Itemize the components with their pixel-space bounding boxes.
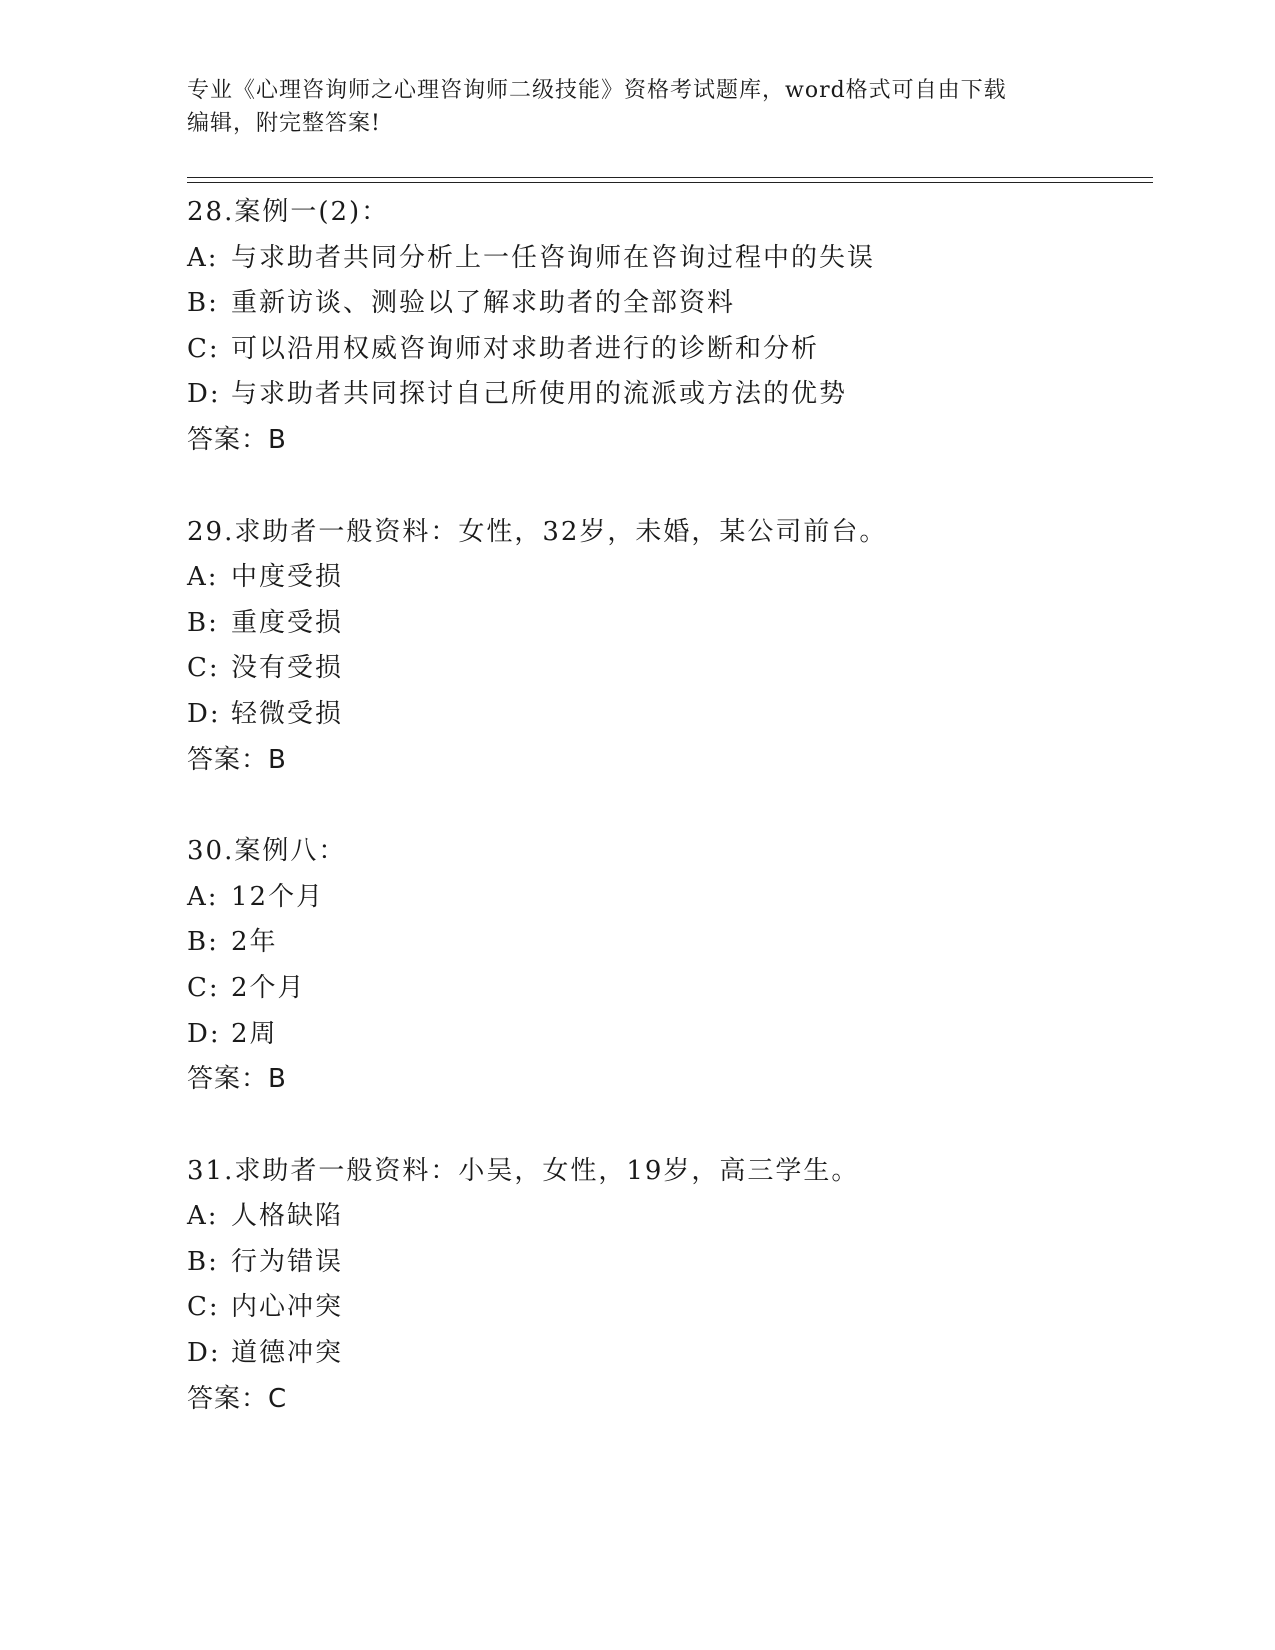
option-key: B: [187,1246,219,1277]
document-header [187,74,1087,140]
header-line-1: 专业《心理咨询师之心理咨询师二级技能》资格考试题库，word格式可自由下载 [187,78,1007,103]
question-28 [187,190,1167,464]
option-b [187,281,1167,327]
question-29 [187,510,1167,784]
question-title: 30.案例八： [187,836,347,867]
option-key: A: [187,881,219,912]
option-d [187,372,1167,418]
option-text: 可以沿用权威咨询师对求助者进行的诊断和分析 [231,333,820,364]
option-text: 道德冲突 [231,1338,344,1369]
question-list [187,190,1167,1468]
question-title: 31.求助者一般资料：小吴，女性，19岁，高三学生。 [187,1155,860,1186]
option-d [187,692,1167,738]
option-key: B: [187,927,219,958]
question-31 [187,1149,1167,1423]
option-text: 2周 [231,1018,278,1049]
option-a [187,875,1167,921]
option-key: A: [187,242,219,273]
option-text: 中度受损 [231,562,344,593]
option-c [187,646,1167,692]
question-title: 29.求助者一般资料：女性，32岁，未婚，某公司前台。 [187,516,888,547]
answer-line: 答案：C [187,1383,288,1414]
option-text: 没有受损 [231,653,344,684]
option-d [187,1331,1167,1377]
option-text: 2年 [231,927,278,958]
header-line-2: 编辑，附完整答案! [187,111,381,136]
option-key: A: [187,562,219,593]
option-b [187,920,1167,966]
option-c [187,966,1167,1012]
option-text: 行为错误 [231,1246,344,1277]
answer-line: 答案：B [187,424,287,455]
option-d [187,1012,1167,1058]
option-key: C: [187,972,220,1003]
option-b [187,1240,1167,1286]
option-a [187,236,1167,282]
question-30 [187,829,1167,1103]
option-text: 人格缺陷 [231,1201,344,1232]
option-key: D: [187,379,221,410]
answer-line: 答案：B [187,744,287,775]
option-text: 轻微受损 [231,698,344,729]
option-key: D: [187,1018,221,1049]
option-c [187,1285,1167,1331]
header-divider-top [187,177,1153,178]
option-key: A: [187,1201,219,1232]
option-c [187,327,1167,373]
option-key: D: [187,698,221,729]
option-key: C: [187,333,220,364]
question-title: 28.案例一(2)： [187,197,390,227]
option-b [187,601,1167,647]
answer-line: 答案：B [187,1064,287,1095]
option-text: 内心冲突 [231,1292,344,1323]
option-key: C: [187,653,220,684]
option-key: B: [187,607,219,638]
option-a [187,1194,1167,1240]
option-key: B: [187,288,219,319]
option-key: D: [187,1338,221,1369]
option-key: C: [187,1292,220,1323]
option-text: 2个月 [231,972,306,1003]
header-divider-bottom [187,182,1153,183]
option-text: 12个月 [231,881,325,912]
option-text: 重度受损 [231,607,344,638]
option-text: 与求助者共同探讨自己所使用的流派或方法的优势 [231,379,848,410]
option-a [187,555,1167,601]
option-text: 重新访谈、测验以了解求助者的全部资料 [231,288,736,319]
option-text: 与求助者共同分析上一任咨询师在咨询过程中的失误 [231,242,876,273]
